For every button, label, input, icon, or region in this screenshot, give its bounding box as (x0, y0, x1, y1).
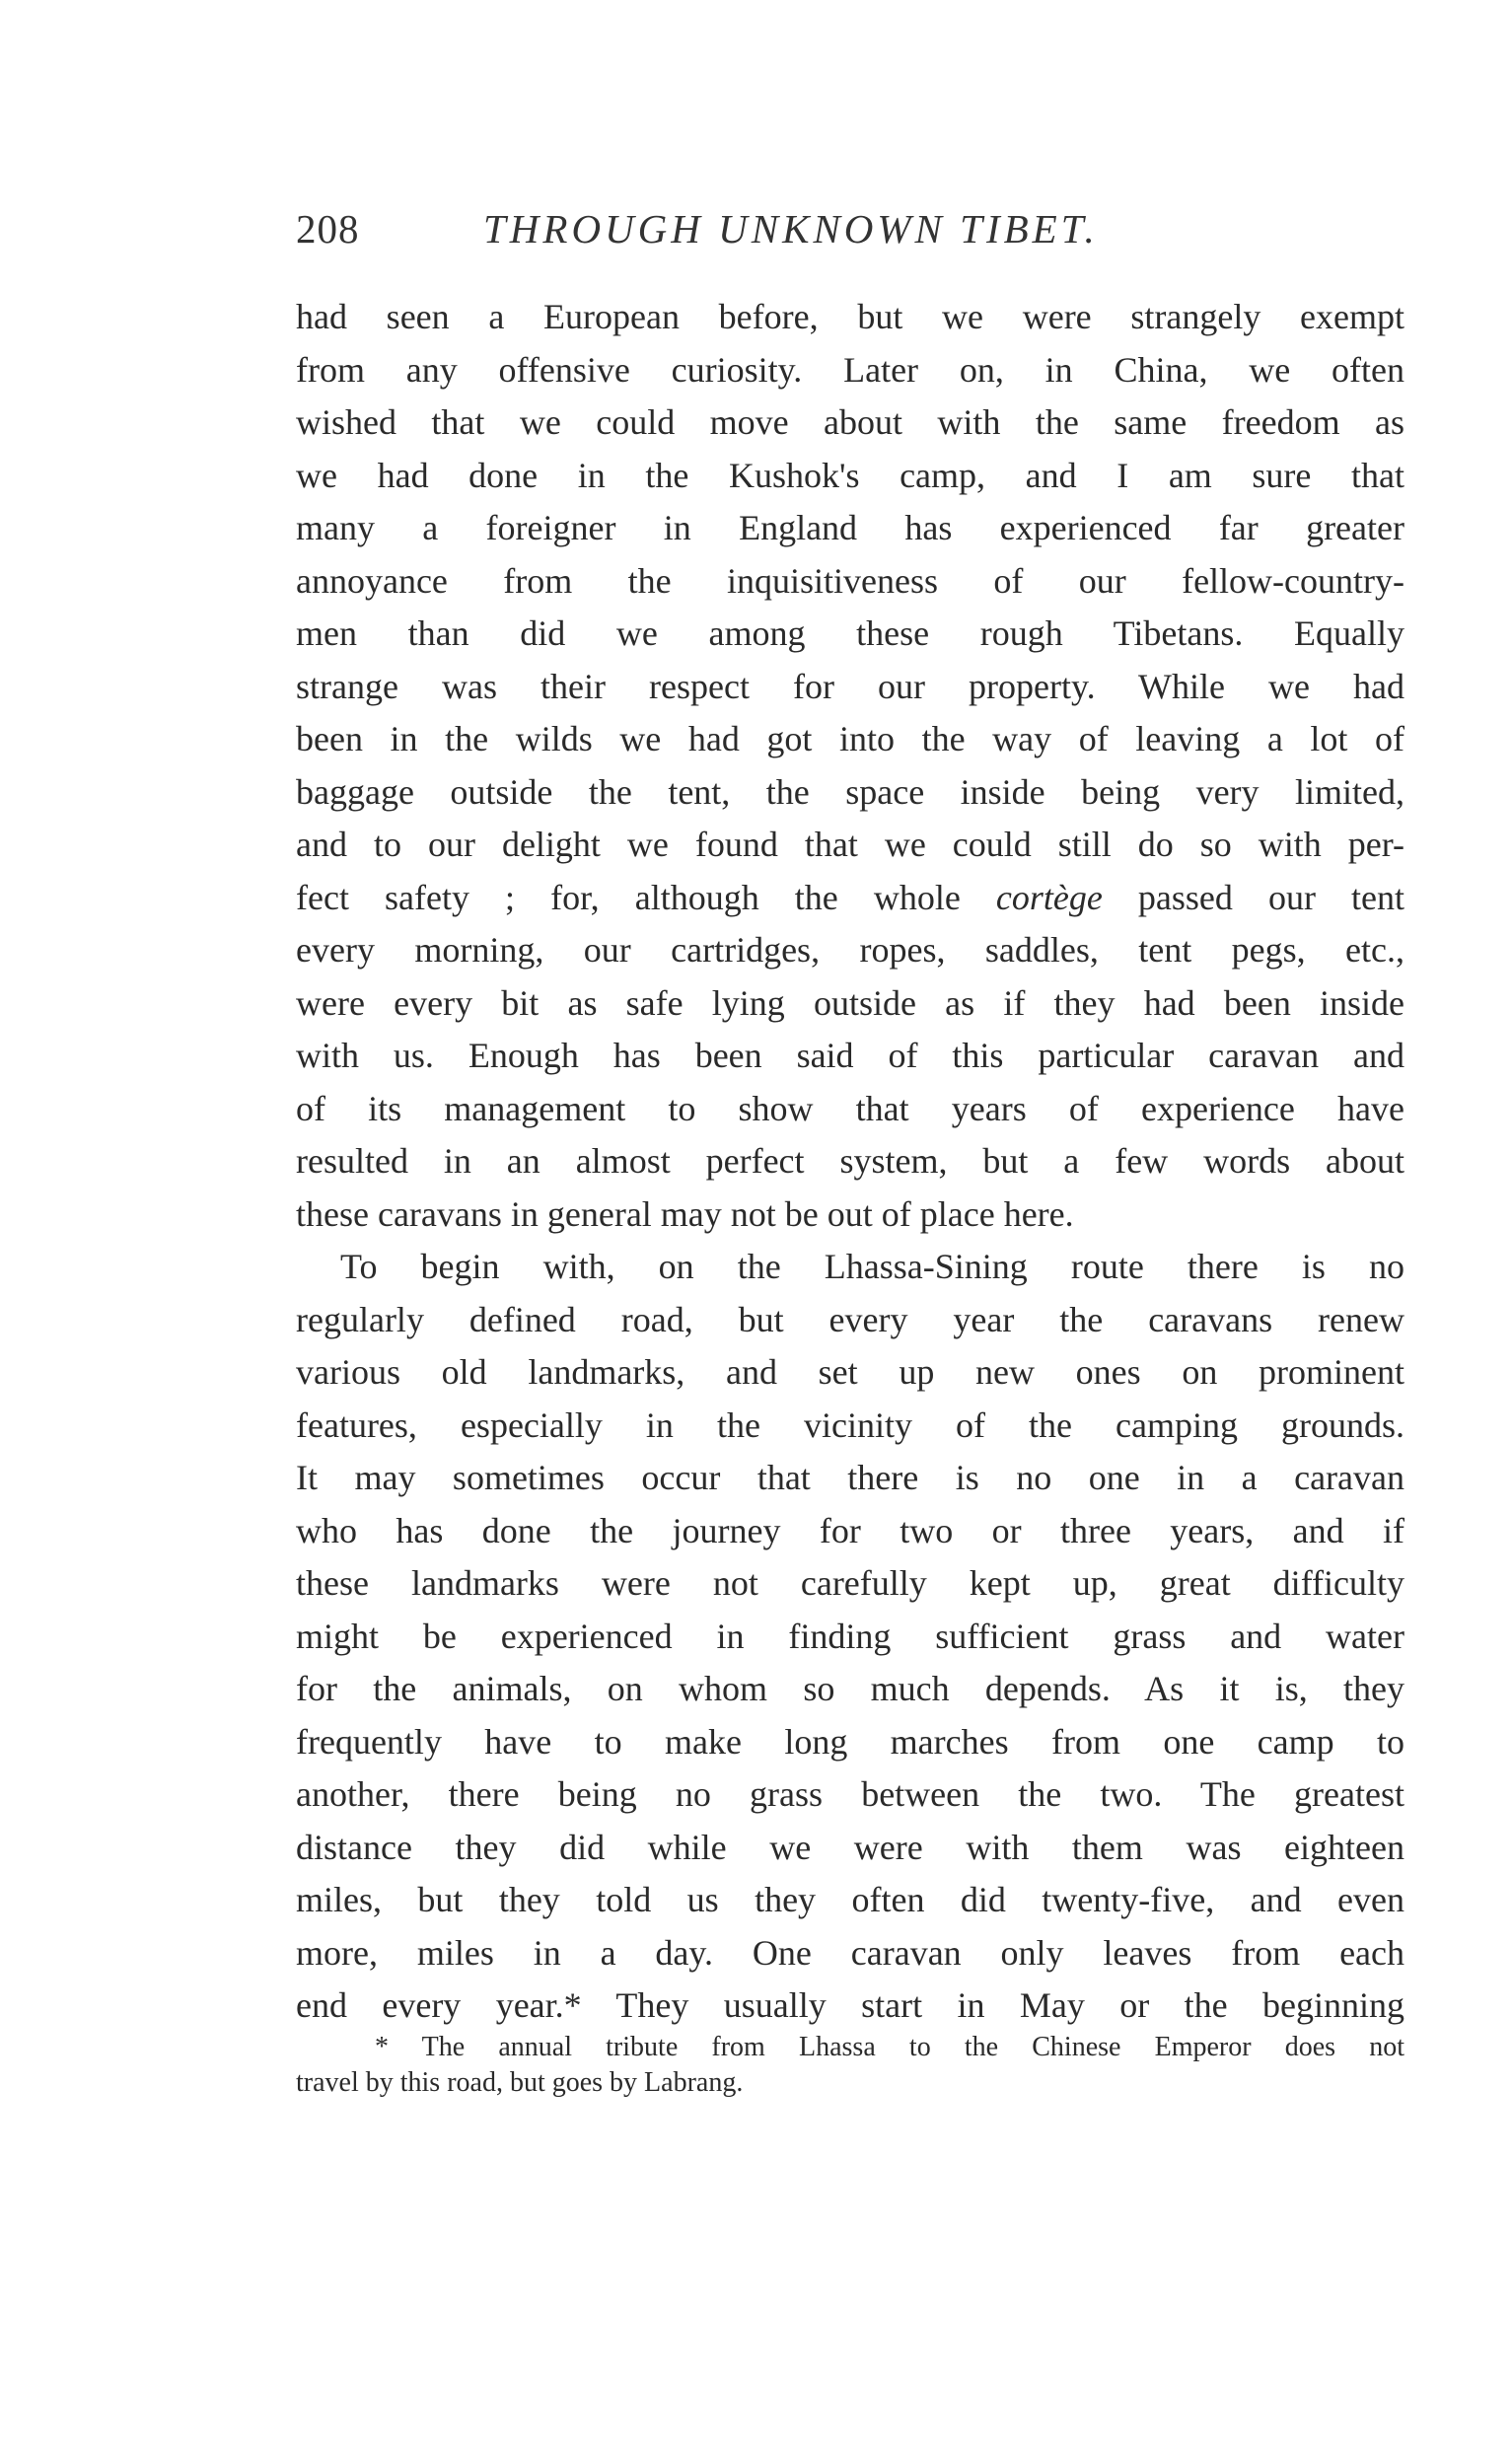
text-line: another, there being no grass between the two. The greatest (296, 1774, 1404, 1814)
text-segment: fect safety ; for, although the whole (296, 877, 961, 917)
footnote-line: travel by this road, but goes by Labrang. (296, 2067, 744, 2098)
text-line: of its management to show that years of experience have (296, 1088, 1404, 1128)
text-line: more, miles in a day. One caravan only leaves from each (296, 1932, 1404, 1973)
running-title: THROUGH UNKNOWN TIBET. (483, 206, 1099, 252)
text-line: men than did we among these rough Tibetans. Equally (296, 613, 1404, 653)
text-line: many a foreigner in England has experienced far greater (296, 508, 1404, 547)
text-line: wished that we could move about with the same freedom as (296, 402, 1404, 442)
body-text (296, 291, 1404, 2033)
text-line: for the animals, on whom so much depends. As it is, they (296, 1669, 1404, 1708)
text-line: baggage outside the tent, the space inside being very limited, (296, 771, 1404, 812)
text-line: been in the wilds we had got into the way of leaving a lot of (296, 719, 1404, 758)
text-line: miles, but they told us they often did twenty-five, and even (296, 1880, 1404, 1919)
text-line: It may sometimes occur that there is no one in a caravan (296, 1458, 1404, 1497)
text-line: with us. Enough has been said of this particular caravan and (296, 1036, 1404, 1075)
text-line: who has done the journey for two or three years, and if (296, 1510, 1404, 1550)
footnote (296, 2030, 1404, 2101)
text-line: had seen a European before, but we were strangely exempt (296, 297, 1404, 336)
text-line: were every bit as safe lying outside as if they had been inside (296, 982, 1404, 1023)
text-line: and to our delight we found that we could still do so with per- (296, 825, 1404, 864)
text-line: features, especially in the vicinity of the camping grounds. (296, 1404, 1404, 1445)
text-line: every morning, our cartridges, ropes, saddles, tent pegs, etc., (296, 930, 1404, 970)
text-segment: passed our tent (1137, 877, 1404, 917)
text-line: distance they did while we were with them was eighteen (296, 1827, 1404, 1867)
text-line-with-italic (296, 872, 1404, 925)
footnote-line: * The annual tribute from Lhassa to the Chinese Emperor does not (375, 2032, 1404, 2062)
text-line: might be experienced in finding sufficient grass and water (296, 1616, 1404, 1656)
running-head (296, 205, 1223, 264)
text-line: annoyance from the inquisitiveness of our fellow-country- (296, 560, 1404, 601)
text-line: from any offensive curiosity. Later on, in China, we often (296, 349, 1404, 390)
italic-word: cortège (995, 877, 1103, 917)
text-line: these caravans in general may not be out of place here. (296, 1193, 1074, 1234)
text-line: these landmarks were not carefully kept up, great difficulty (296, 1563, 1404, 1603)
text-line: various old landmarks, and set up new ones on prominent (296, 1352, 1404, 1392)
text-line: To begin with, on the Lhassa-Sining route there is no (340, 1247, 1404, 1286)
text-line: end every year.* They usually start in May or the beginning (296, 1985, 1404, 2025)
text-line: frequently have to make long marches from one camp to (296, 1721, 1404, 1762)
text-line: strange was their respect for our property. While we had (296, 666, 1404, 706)
page-number: 208 (296, 206, 360, 252)
text-line: regularly defined road, but every year the caravans renew (296, 1299, 1404, 1339)
text-line: we had done in the Kushok's camp, and I am sure that (296, 455, 1404, 495)
text-line: resulted in an almost perfect system, but a few words about (296, 1141, 1404, 1181)
